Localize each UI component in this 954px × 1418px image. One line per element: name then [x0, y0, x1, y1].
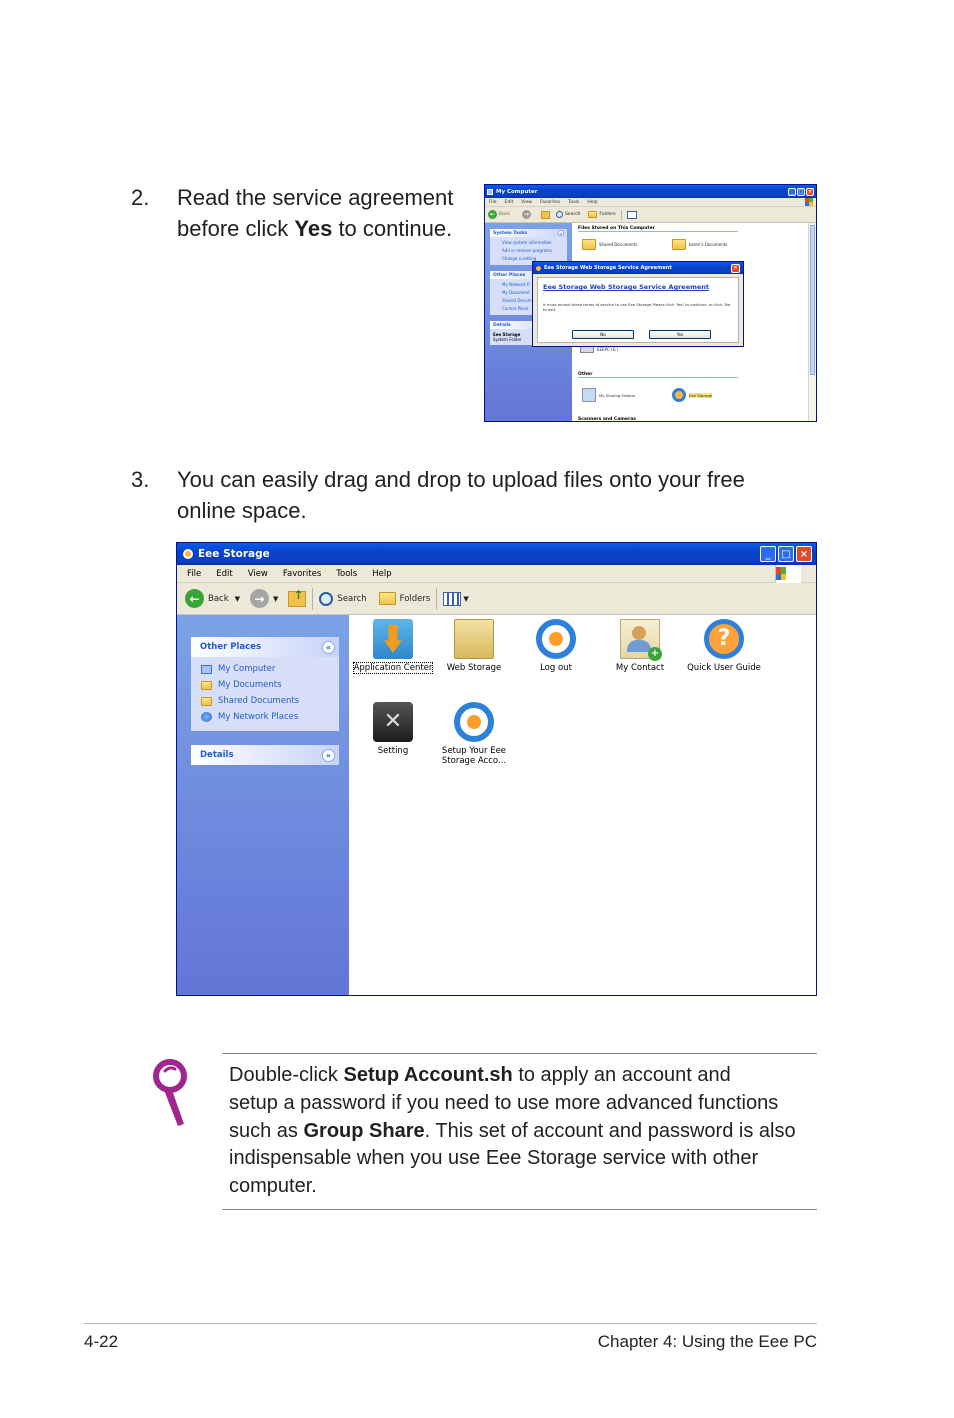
close-button[interactable]: ×	[796, 546, 812, 562]
window-title: My Computer	[496, 188, 538, 195]
views-button[interactable]	[443, 592, 468, 606]
section-files-stored: Files Stored on This Computer	[578, 226, 738, 232]
eee-storage-item[interactable]: Eee Storage	[672, 388, 712, 402]
quick-user-guide-icon: ?	[704, 619, 744, 659]
setup-account-emphasis: Setup Account.sh	[343, 1064, 513, 1086]
tip-bottom-rule	[222, 1209, 817, 1210]
place-shared-documents[interactable]: Shared Docum	[502, 298, 532, 303]
title-bar	[485, 185, 816, 198]
views-icon[interactable]	[627, 211, 637, 219]
folder-icon	[582, 239, 596, 250]
karens-documents-item[interactable]: karen's Documents	[672, 239, 728, 250]
window-title: Eee Storage	[198, 548, 270, 560]
computer-icon	[201, 665, 212, 674]
forward-arrow-icon: →	[250, 589, 269, 608]
menu-view[interactable]: View	[521, 199, 532, 205]
menu-tools[interactable]: Tools	[568, 199, 580, 205]
task-pane	[177, 615, 349, 996]
folders-icon	[379, 592, 396, 605]
details-panel: Details »	[191, 745, 339, 765]
setup-account-icon	[454, 702, 494, 742]
shared-folder-icon	[201, 697, 212, 706]
place-my-network[interactable]: My Network P	[502, 282, 530, 287]
place-my-documents[interactable]: My Document	[502, 290, 530, 295]
setup-account-item[interactable]	[434, 702, 514, 766]
eee-storage-window	[176, 542, 817, 996]
task-add-remove-programs[interactable]: Add or remove programs	[502, 248, 552, 253]
eee-storage-title-icon	[183, 549, 193, 559]
step-3-line-1: You can easily drag and drop to upload files onto your free	[177, 467, 745, 492]
menu-edit[interactable]: Edit	[216, 568, 233, 579]
dialog-title: Eee Storage Web Storage Service Agreement	[544, 265, 672, 271]
maximize-button[interactable]: □	[798, 188, 804, 195]
menu-bar	[485, 198, 816, 207]
details-panel: Details Eee Storage System Folder	[490, 321, 567, 345]
dialog-message: It must accept these terms of service to use Eee Storage.Please click 'Yes' to continue, or click 'No' to exit.	[543, 302, 732, 312]
folders-icon	[588, 211, 597, 218]
menu-help[interactable]: Help	[587, 199, 598, 205]
forward-dropdown-icon[interactable]: ▼	[273, 594, 279, 603]
back-dropdown-icon[interactable]: ▼	[234, 594, 241, 603]
web-storage-label: Web Storage	[446, 663, 502, 673]
dialog-close-button[interactable]: ×	[731, 264, 740, 273]
back-arrow-icon: ←	[185, 589, 204, 608]
footer-rule	[84, 1323, 817, 1324]
menu-bar	[177, 565, 816, 583]
content-area	[349, 615, 817, 996]
menu-favorites[interactable]: Favorites	[539, 199, 561, 205]
expand-icon[interactable]: »	[322, 749, 335, 762]
menu-file[interactable]: File	[187, 568, 202, 579]
chapter-title: Chapter 4: Using the Eee PC	[597, 1332, 817, 1351]
place-control-panel[interactable]: Control Panel	[502, 306, 529, 311]
menu-edit[interactable]: Edit	[504, 199, 514, 205]
drive-e-item[interactable]: EEEPC (E:)	[580, 346, 618, 353]
menu-file[interactable]: File	[489, 199, 497, 205]
menu-help[interactable]: Help	[372, 568, 392, 579]
collapse-icon[interactable]: «	[559, 230, 563, 236]
step-2-number: 2.	[131, 185, 150, 210]
dialog-title-bar	[533, 262, 743, 274]
toolbar	[485, 207, 816, 223]
dialog-heading: Eee Storage Web Storage Service Agreement	[543, 283, 710, 291]
minimize-button[interactable]: _	[760, 546, 776, 562]
sharing-folder-icon	[582, 388, 596, 402]
application-center-item[interactable]	[353, 619, 433, 673]
dialog-icon	[536, 266, 541, 271]
title-bar	[177, 543, 816, 565]
section-other: Other	[578, 372, 738, 378]
step-2-line-1: Read the service agreement	[177, 185, 454, 210]
quick-user-guide-label: Quick User Guide	[687, 663, 761, 673]
step-3-line-2: online space.	[177, 498, 307, 523]
up-folder-icon[interactable]: ↑	[288, 591, 306, 607]
application-center-label: Application Center	[353, 663, 433, 673]
search-icon	[556, 211, 563, 218]
views-icon	[443, 592, 461, 606]
back-button[interactable]: ← Back ▼	[185, 589, 240, 608]
up-folder-icon[interactable]	[541, 211, 550, 219]
log-out-label: Log out	[540, 663, 572, 673]
place-my-network-places[interactable]: My Network Places	[201, 709, 339, 725]
views-dropdown-icon: ▼	[463, 594, 469, 603]
tip-magnifier-icon	[150, 1058, 190, 1132]
yes-emphasis: Yes	[294, 216, 333, 241]
maximize-button[interactable]: □	[778, 546, 794, 562]
other-places-panel: Other Places My Network P My Document Shared Docum Control Panel	[490, 271, 567, 315]
folder-icon	[672, 239, 686, 250]
details-name: Eee Storage	[493, 332, 521, 337]
drive-icon	[580, 346, 594, 353]
section-scanners: Scanners and Cameras	[578, 417, 738, 422]
menu-favorites[interactable]: Favorites	[282, 568, 322, 579]
application-center-icon	[373, 619, 413, 659]
step-2: 2. Read the service agreement before click Yes to continue.	[131, 182, 471, 246]
place-shared-documents[interactable]: Shared Documents	[201, 693, 339, 709]
setting-icon: ✕	[373, 702, 413, 742]
my-contact-icon: +	[620, 619, 660, 659]
back-arrow-icon: ←	[489, 211, 496, 218]
web-storage-item[interactable]	[434, 619, 514, 673]
log-out-item[interactable]	[516, 619, 596, 673]
my-sharing-folders-item[interactable]: My Sharing Folders	[582, 388, 635, 402]
place-my-computer[interactable]: My Computer	[201, 661, 339, 677]
folders-button[interactable]: Folders	[588, 211, 615, 218]
no-button[interactable]: No	[572, 330, 634, 339]
minimize-button[interactable]: _	[788, 188, 796, 196]
other-places-panel: Other Places « My Computer My Documents Shared Documents My Network Places	[191, 637, 339, 731]
step-3-number: 3.	[131, 467, 150, 492]
step-3	[131, 464, 831, 528]
close-button[interactable]: ×	[807, 188, 813, 195]
menu-tools[interactable]: Tools	[336, 568, 358, 579]
log-out-icon	[536, 619, 576, 659]
setting-label: Setting	[377, 746, 409, 756]
setting-item[interactable]	[353, 702, 433, 756]
setup-account-label-2: Storage Acco...	[441, 756, 507, 766]
yes-button[interactable]: Yes	[649, 330, 711, 339]
place-my-documents[interactable]: My Documents	[201, 677, 339, 693]
toolbar	[177, 583, 816, 615]
details-type: System Folder	[493, 337, 522, 342]
task-view-system-info[interactable]: View system information	[502, 240, 552, 245]
window-icon	[487, 189, 493, 195]
task-change-setting[interactable]: Change a setting	[502, 256, 537, 261]
search-button[interactable]: Search	[556, 211, 580, 218]
search-icon	[319, 592, 333, 606]
system-tasks-panel: System Tasks « View system information Add or remove programs Change a setting	[490, 229, 567, 265]
menu-view[interactable]: View	[247, 568, 268, 579]
documents-folder-icon	[201, 681, 212, 690]
vertical-scrollbar[interactable]	[808, 223, 816, 422]
web-storage-icon	[454, 619, 494, 659]
shared-documents-item[interactable]: Shared Documents	[582, 239, 637, 250]
my-contact-label: My Contact	[615, 663, 665, 673]
tip-text: Double-click Setup Account.sh to apply an account and setup a password if you need to use more advanced functions such as Group Share. This set of account and password is also indispensable when you use Eee Storage service with other computer.	[229, 1064, 796, 1198]
forward-arrow-icon[interactable]: →	[523, 211, 529, 218]
setup-account-label-1: Setup Your Eee	[441, 746, 507, 756]
tip-top-rule	[222, 1053, 817, 1054]
page-number: 4-22	[84, 1332, 119, 1351]
folders-button[interactable]: Folders	[379, 592, 431, 605]
windows-logo-icon	[776, 567, 786, 580]
windows-logo-icon	[805, 198, 813, 206]
service-agreement-dialog	[532, 261, 744, 347]
search-button[interactable]: Search	[319, 592, 366, 606]
back-button[interactable]: ← Back	[489, 211, 510, 218]
collapse-icon[interactable]: «	[322, 641, 335, 654]
my-contact-item[interactable]	[600, 619, 680, 673]
group-share-emphasis: Group Share	[303, 1119, 425, 1142]
network-icon	[201, 712, 212, 722]
quick-user-guide-item[interactable]	[684, 619, 764, 673]
eee-storage-icon	[672, 388, 686, 402]
